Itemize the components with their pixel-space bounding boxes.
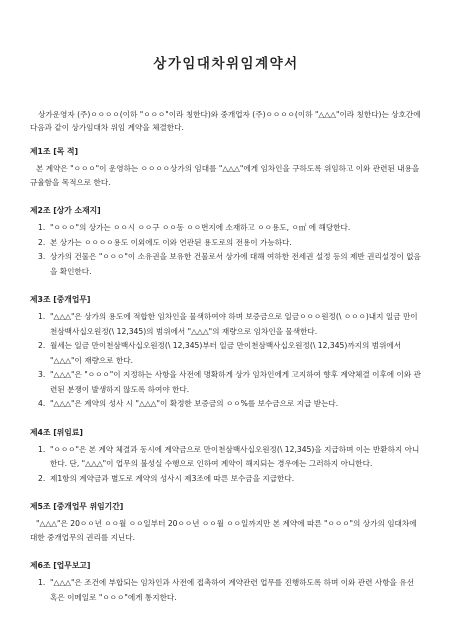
item-text: "ㅇㅇㅇ"의 상가는 ㅇㅇ시 ㅇㅇ구 ㅇㅇ동 ㅇㅇ번지에 소재하고 ㅇㅇ용도, ㅇ㎡ 에 해당한다. — [50, 223, 351, 232]
list-item — [30, 339, 422, 368]
article-item-list — [30, 576, 422, 605]
item-number: 4. — [38, 399, 46, 408]
article-2 — [30, 205, 422, 279]
list-item — [30, 368, 422, 397]
item-number: 1. — [38, 444, 46, 454]
item-text: 본 상가는 ㅇㅇㅇㅇ용도 이외에도 이와 연관된 용도로의 전용이 가능하다. — [50, 237, 292, 247]
document-title: 상가임대차위임계약서 — [153, 56, 299, 72]
article-body: "△△△"은 20ㅇㅇ년 ㅇㅇ월 ㅇㅇ일부터 20ㅇㅇ년 ㅇㅇ월 ㅇㅇ일까지만 본 계약에 따른 "ㅇㅇㅇ"의 상가의 임대차에 대한 중개업무의 권리를 지닌다. — [30, 519, 417, 542]
list-item — [30, 472, 422, 487]
article-heading: 제1조 [목 적] — [30, 147, 79, 156]
article-heading: 제3조 [중개업무] — [30, 295, 91, 304]
item-text: 제1항의 계약금과 별도로 계약의 성사시 제3조에 따른 보수금을 지급한다. — [50, 473, 295, 483]
articles-container — [30, 146, 422, 605]
article-4 — [30, 427, 422, 487]
list-item — [30, 576, 422, 605]
item-number: 3. — [38, 370, 46, 379]
article-heading: 제6조 [업무보고] — [30, 561, 91, 570]
article-6 — [30, 560, 422, 605]
article-3 — [30, 294, 422, 412]
article-item-list — [30, 221, 422, 279]
article-1 — [30, 146, 422, 190]
item-text: "△△△"은 상가의 용도에 적합한 임차인을 물색하여야 하며 보증금으로 일금ㅇㅇㅇ원정(\ ㅇㅇㅇ)내지 일금 만이천삼백사십오원정(\ 12,345)의 범위에서 "△△△"의 재량으로 임차인을 물색한다. — [50, 312, 418, 336]
article-5 — [30, 501, 422, 545]
item-number: 1. — [38, 312, 46, 321]
item-number: 2. — [38, 341, 46, 350]
item-text: "△△△"은 계약의 성사 시 "△△△"이 확정한 보증금의 ㅇㅇ%를 보수금으로 지급 받는다. — [50, 399, 339, 408]
list-item — [30, 443, 422, 472]
list-item — [30, 221, 422, 236]
article-item-list — [30, 310, 422, 412]
item-number: 3. — [38, 252, 46, 261]
item-text: 월세는 일금 만이천삼백사십오원정(\ 12,345)부터 일금 만이천삼백사십오원정(\ 12,345)까지의 범위에서 "△△△"이 재량으로 한다. — [50, 341, 402, 365]
article-item-list — [30, 443, 422, 487]
item-number: 2. — [38, 237, 46, 247]
list-item — [30, 397, 422, 412]
item-text: "ㅇㅇㅇ"은 본 계약 체결과 동시에 계약금으로 만이천삼백사십오원정(\ 12,345)을 지급하며 이는 반환하지 아니한다. 단, "△△△"이 업무의 불성실 수행으로 인하여 계약이 해지되는 경우에는 그러하지 아니한다. — [50, 444, 420, 468]
article-body: 본 계약은 "ㅇㅇㅇ"이 운영하는 ㅇㅇㅇㅇ상가의 임대를 "△△△"에게 임차인을 구하도록 위임하고 이와 관련된 내용을 규율함을 목적으로 한다. — [30, 164, 420, 187]
item-text: 상가의 건물은 "ㅇㅇㅇ"이 소유권을 보유한 건물로서 상가에 대해 여하한 전세권 설정 등의 제반 권리설정이 없음을 확인한다. — [50, 252, 421, 276]
article-heading: 제2조 [상가 소재지] — [30, 206, 101, 215]
item-number: 1. — [38, 578, 46, 587]
item-text: "△△△"은 "ㅇㅇㅇ"이 지정하는 사항을 사전에 명확하게 상가 임차인에게 고지하여 향후 계약체결 이후에 이와 관련된 분쟁이 발생하지 않도록 하여야 한다. — [50, 370, 421, 394]
item-text: "△△△"은 조건에 부합되는 임차인과 사전에 접촉하여 계약관련 업무를 진행하도록 하며 이와 관련 사항을 유선 혹은 이메일로 "ㅇㅇㅇ"에게 통지한다. — [50, 578, 414, 602]
intro-paragraph: 상가운영자 (주)ㅇㅇㅇㅇ(이하 "ㅇㅇㅇ"이라 칭한다)와 중개업자 (주)ㅇㅇㅇㅇ(이하 "△△△"이라 칭한다)는 상호간에 다음과 같이 상가임대차 위임 계약을 체결한다. — [30, 110, 421, 132]
article-heading: 제4조 [위임료] — [30, 427, 83, 437]
article-heading: 제5조 [중개업무 위임기간] — [30, 502, 124, 511]
item-number: 1. — [38, 223, 46, 232]
list-item — [30, 236, 422, 251]
list-item — [30, 310, 422, 339]
item-number: 2. — [38, 473, 46, 483]
list-item — [30, 250, 422, 279]
